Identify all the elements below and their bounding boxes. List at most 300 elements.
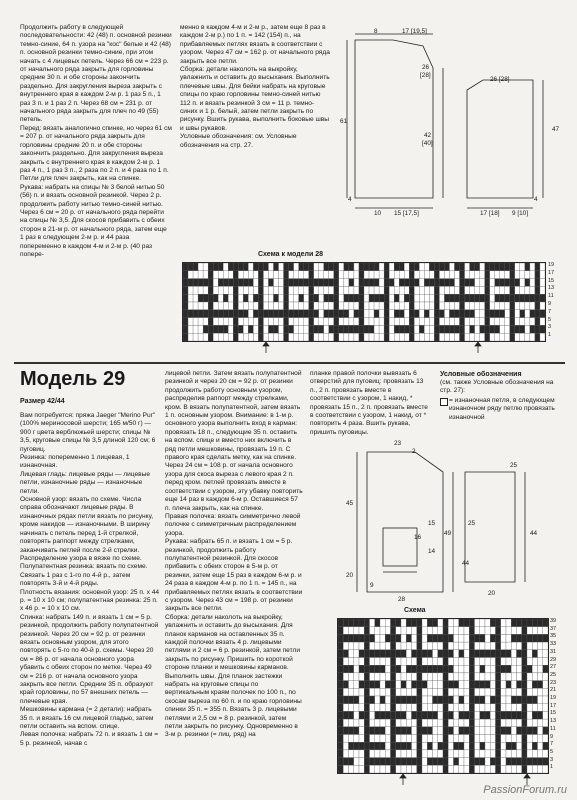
stitch-cell [496, 673, 501, 681]
top-pattern-label: 9 [10] [512, 210, 528, 217]
stitch-cell [419, 325, 424, 333]
stitch-cell [439, 286, 444, 294]
m29-left-text: Вам потребуется: пряжа Jaeger "Merino Pur" (100% мериносовой шерсти; 165 м/50 г) — 900 г цвета верблюжьей шерсти; спицы № 3,5, круговые спицы № 3,5 длиной 120 см; 6 пуговиц. Резинка: попеременно 1 лицевая, 1 изнаночная. Лицевая гладь: лицевые ряды — лицевые петли, изнаночные ряды — изнаночные петли. Основной узор: вязать по схеме. Числа справа обозначают лицевые ряды. В изнаночных рядах петли вязать по рисунку, кроме накидов — изнаночными. В ширину начинать с петель перед 1-й стрелкой, повторять раппорт между стрелками, заканчивать петлей после 2-й стрелки. Распределение узора в вязке по схеме. Полупатентная резинка: вязать по схеме. Связать 1 раз с 1-го по 4-й р., затем повторять 3-й и 4-й ряды. Плотность вязания: основной узор: 25 п. х 44 р. = 10 х 10 см; полупатентная резинка: 25 п. х 46 р. = 10 х 10 см. Спинка: набрать 149 п. и вязать 1 см = 5 р. резинкой, продолжить работу полупатентной резинкой. Через 20 см = 92 р. от резинки вязать основным узором, для этого повторять с 5-го по 40-й р. схемы. Через 20 см = 86 р. от начала основного узора убавить с обеих сторон по метке. Через 49 см = 216 р. от начала основного узора закрыть все петли. Средние 35 п. образуют край горловины, по 57 внешних петель — плечевые края. Мешковины кармана (= 2 детали): набрать 35 п. и вязать 16 см лицевой гладью, затем петли оставить на вспом. спице. Левая полочка: набрать 72 п. и вязать 1 см = 5 р. резинкой, начав с [20, 412, 160, 747]
stitch-cell [338, 704, 343, 712]
stitch-cell [501, 658, 506, 666]
stitch-cell [399, 333, 404, 341]
stitch-cell [396, 727, 401, 735]
row-number: 5 [550, 748, 554, 755]
stitch-cell [501, 696, 506, 704]
stitch-cell [385, 765, 390, 773]
stitch-cell [354, 727, 359, 735]
stitch-cell [399, 302, 404, 310]
stitch-cell [422, 627, 427, 635]
stitch-cell [354, 688, 359, 696]
stitch-cell [490, 735, 495, 743]
stitch-cell [309, 263, 314, 271]
stitch-cell [434, 271, 439, 279]
stitch-cell [412, 719, 417, 727]
stitch-cell [530, 279, 535, 287]
stitch-cell [506, 742, 511, 750]
stitch-cell [238, 263, 243, 271]
stitch-cell [501, 765, 506, 773]
stitch-cell [469, 619, 474, 627]
stitch-cell [243, 279, 248, 287]
stitch-cell [406, 765, 411, 773]
stitch-cell [438, 627, 443, 635]
stitch-cell [294, 263, 299, 271]
stitch-cell [213, 333, 218, 341]
stitch-cell [532, 735, 537, 743]
stitch-cell [496, 696, 501, 704]
stitch-cell [444, 294, 449, 302]
stitch-cell [412, 688, 417, 696]
stitch-cell [419, 333, 424, 341]
stitch-cell [449, 302, 454, 310]
stitch-cell [401, 642, 406, 650]
stitch-cell [248, 302, 253, 310]
stitch-cell [532, 681, 537, 689]
m29-pattern-label: 28 [398, 596, 406, 603]
stitch-cell [532, 658, 537, 666]
stitch-cell [396, 673, 401, 681]
stitch-cell [475, 619, 480, 627]
stitch-cell [475, 719, 480, 727]
stitch-cell [464, 642, 469, 650]
stitch-cell [490, 325, 495, 333]
stitch-cell [384, 263, 389, 271]
stitch-cell [193, 263, 198, 271]
stitch-cell [459, 758, 464, 766]
stitch-cell [535, 302, 540, 310]
stitch-cell [543, 658, 548, 666]
stitch-cell [454, 711, 459, 719]
stitch-cell [520, 263, 525, 271]
stitch-cell [238, 286, 243, 294]
stitch-cell [511, 727, 516, 735]
stitch-cell [193, 333, 198, 341]
stitch-cell [501, 719, 506, 727]
stitch-cell [506, 627, 511, 635]
stitch-cell [543, 650, 548, 658]
stitch-cell [380, 665, 385, 673]
stitch-cell [455, 333, 460, 341]
stitch-cell [427, 758, 432, 766]
stitch-cell [344, 302, 349, 310]
stitch-cell [349, 279, 354, 287]
stitch-cell [485, 704, 490, 712]
top-pattern-label: [28] [420, 72, 431, 79]
stitch-cell [284, 310, 289, 318]
stitch-cell [404, 294, 409, 302]
stitch-cell [459, 627, 464, 635]
stitch-cell [412, 742, 417, 750]
stitch-cell [485, 758, 490, 766]
stitch-cell [343, 727, 348, 735]
stitch-cell [243, 294, 248, 302]
stitch-cell [443, 665, 448, 673]
stitch-cell [248, 318, 253, 326]
stitch-cell [464, 750, 469, 758]
stitch-cell [354, 711, 359, 719]
stitch-cell [258, 294, 263, 302]
stitch-cell [364, 742, 369, 750]
stitch-cell [419, 279, 424, 287]
row-number: 7 [550, 741, 554, 748]
stitch-cell [470, 302, 475, 310]
stitch-cell [434, 263, 439, 271]
top-pattern-label: 4 [534, 196, 538, 203]
stitch-cell [490, 627, 495, 635]
stitch-cell [370, 627, 375, 635]
stitch-cell [343, 650, 348, 658]
stitch-cell [527, 704, 532, 712]
stitch-cell [198, 318, 203, 326]
stitch-cell [401, 727, 406, 735]
stitch-cell [391, 758, 396, 766]
stitch-cell [364, 681, 369, 689]
stitch-cell [238, 310, 243, 318]
stitch-cell [422, 758, 427, 766]
stitch-cell [543, 765, 548, 773]
stitch-cell [532, 634, 537, 642]
stitch-cell [496, 688, 501, 696]
stitch-cell [511, 658, 516, 666]
stitch-cell [338, 619, 343, 627]
stitch-cell [289, 263, 294, 271]
stitch-cell [543, 727, 548, 735]
row-number: 3 [550, 756, 554, 763]
stitch-cell [188, 294, 193, 302]
stitch-cell [427, 735, 432, 743]
stitch-cell [480, 294, 485, 302]
stitch-cell [401, 688, 406, 696]
stitch-cell [359, 627, 364, 635]
stitch-cell [439, 325, 444, 333]
stitch-cell [496, 704, 501, 712]
stitch-cell [448, 681, 453, 689]
stitch-cell [515, 318, 520, 326]
stitch-cell [299, 302, 304, 310]
stitch-cell [233, 325, 238, 333]
stitch-cell [485, 681, 490, 689]
stitch-cell [427, 634, 432, 642]
stitch-cell [349, 742, 354, 750]
stitch-cell [522, 658, 527, 666]
stitch-cell [510, 302, 515, 310]
stitch-cell [424, 294, 429, 302]
stitch-cell [304, 279, 309, 287]
stitch-cell [469, 642, 474, 650]
stitch-cell [228, 294, 233, 302]
stitch-cell [439, 294, 444, 302]
stitch-cell [359, 286, 364, 294]
stitch-cell [525, 286, 530, 294]
stitch-cell [253, 271, 258, 279]
stitch-cell [380, 634, 385, 642]
stitch-cell [319, 318, 324, 326]
stitch-cell [349, 302, 354, 310]
stitch-cell [193, 286, 198, 294]
stitch-cell [470, 279, 475, 287]
stitch-cell [538, 711, 543, 719]
stitch-cell [459, 719, 464, 727]
stitch-cell [354, 642, 359, 650]
stitch-cell [412, 758, 417, 766]
stitch-cell [527, 619, 532, 627]
stitch-cell [465, 302, 470, 310]
row-number: 9 [550, 733, 554, 740]
stitch-cell [379, 271, 384, 279]
stitch-cell [354, 681, 359, 689]
stitch-cell [469, 681, 474, 689]
legend-symbol-icon [440, 398, 448, 406]
stitch-cell [501, 727, 506, 735]
stitch-cell [417, 704, 422, 712]
stitch-cell [522, 673, 527, 681]
stitch-cell [329, 310, 334, 318]
stitch-cell [475, 727, 480, 735]
stitch-cell [218, 271, 223, 279]
stitch-cell [480, 765, 485, 773]
stitch-cell [349, 658, 354, 666]
stitch-cell [511, 673, 516, 681]
m29-pattern-label: 16 [414, 534, 422, 541]
stitch-cell [422, 642, 427, 650]
stitch-cell [334, 310, 339, 318]
stitch-cell [338, 735, 343, 743]
stitch-cell [391, 665, 396, 673]
stitch-cell [412, 704, 417, 712]
stitch-cell [228, 271, 233, 279]
stitch-cell [438, 750, 443, 758]
stitch-cell [279, 286, 284, 294]
stitch-cell [443, 719, 448, 727]
stitch-cell [490, 658, 495, 666]
stitch-cell [309, 325, 314, 333]
stitch-cell [344, 263, 349, 271]
stitch-cell [401, 627, 406, 635]
stitch-cell [538, 688, 543, 696]
stitch-cell [485, 325, 490, 333]
stitch-cell [496, 719, 501, 727]
stitch-cell [443, 642, 448, 650]
stitch-cell [364, 765, 369, 773]
stitch-cell [263, 318, 268, 326]
stitch-cell [299, 310, 304, 318]
stitch-cell [380, 727, 385, 735]
stitch-cell [359, 263, 364, 271]
stitch-cell [527, 658, 532, 666]
stitch-cell [455, 302, 460, 310]
stitch-cell [460, 263, 465, 271]
stitch-cell [396, 719, 401, 727]
stitch-cell [354, 333, 359, 341]
stitch-cell [485, 750, 490, 758]
stitch-cell [274, 310, 279, 318]
stitch-cell [188, 310, 193, 318]
stitch-cell [268, 279, 273, 287]
stitch-cell [253, 286, 258, 294]
stitch-cell [500, 318, 505, 326]
stitch-cell [500, 310, 505, 318]
stitch-cell [532, 627, 537, 635]
stitch-cell [515, 302, 520, 310]
stitch-cell [540, 294, 545, 302]
stitch-cell [268, 294, 273, 302]
stitch-cell [538, 650, 543, 658]
stitch-cell [427, 704, 432, 712]
stitch-cell [289, 325, 294, 333]
stitch-cell [248, 279, 253, 287]
stitch-cell [522, 719, 527, 727]
stitch-cell [480, 318, 485, 326]
stitch-cell [543, 696, 548, 704]
stitch-cell [480, 333, 485, 341]
stitch-cell [374, 333, 379, 341]
stitch-cell [374, 271, 379, 279]
row-number: 17 [548, 269, 555, 276]
stitch-cell [238, 318, 243, 326]
stitch-cell [414, 294, 419, 302]
stitch-cell [228, 325, 233, 333]
stitch-cell [228, 310, 233, 318]
stitch-cell [294, 286, 299, 294]
stitch-cell [339, 294, 344, 302]
stitch-cell [203, 279, 208, 287]
stitch-cell [399, 286, 404, 294]
stitch-cell [475, 696, 480, 704]
stitch-cell [314, 333, 319, 341]
stitch-cell [401, 681, 406, 689]
stitch-cell [429, 325, 434, 333]
stitch-cell [443, 619, 448, 627]
stitch-cell [364, 750, 369, 758]
stitch-cell [470, 286, 475, 294]
stitch-cell [505, 294, 510, 302]
stitch-cell [334, 286, 339, 294]
stitch-cell [465, 263, 470, 271]
stitch-cell [454, 719, 459, 727]
stitch-cell [422, 688, 427, 696]
stitch-cell [338, 711, 343, 719]
stitch-cell [375, 765, 380, 773]
stitch-cell [464, 627, 469, 635]
row-number: 19 [548, 262, 555, 268]
stitch-cell [380, 742, 385, 750]
stitch-cell [444, 302, 449, 310]
stitch-cell [475, 735, 480, 743]
stitch-cell [359, 271, 364, 279]
stitch-cell [339, 333, 344, 341]
stitch-cell [469, 735, 474, 743]
stitch-cell [543, 758, 548, 766]
stitch-cell [203, 310, 208, 318]
stitch-cell [490, 681, 495, 689]
stitch-cell [385, 719, 390, 727]
stitch-cell [279, 271, 284, 279]
stitch-cell [522, 704, 527, 712]
stitch-cell [459, 665, 464, 673]
stitch-cell [385, 681, 390, 689]
stitch-cell [465, 318, 470, 326]
stitch-cell [409, 279, 414, 287]
stitch-cell [385, 634, 390, 642]
stitch-cell [404, 310, 409, 318]
stitch-cell [535, 271, 540, 279]
stitch-cell [530, 286, 535, 294]
stitch-cell [490, 765, 495, 773]
stitch-cell [359, 665, 364, 673]
stitch-cell [439, 263, 444, 271]
stitch-cell [218, 310, 223, 318]
stitch-cell [183, 279, 188, 287]
stitch-cell [374, 294, 379, 302]
stitch-cell [448, 688, 453, 696]
stitch-cell [438, 681, 443, 689]
stitch-cell [517, 758, 522, 766]
stitch-cell [530, 325, 535, 333]
stitch-cell [417, 735, 422, 743]
stitch-cell [527, 742, 532, 750]
stitch-cell [469, 658, 474, 666]
stitch-cell [396, 681, 401, 689]
stitch-cell [258, 286, 263, 294]
stitch-cell [314, 271, 319, 279]
top-left-text: Продолжить работу в следующей последовательности: 42 (48) п. основной резинки темно-синие, 64 п. узора на "кос" белые и 42 (48) п. основной резинки темно-синие, при этом начать с 4 лицевых петель. Через 66 см = 223 р. от начального ряда закрыть для горловины средние 30 п. и обе стороны закончить раздельно. Для закругления выреза закрыть с внутреннего края в каждом 2-м р. 1 раз 5 п., 1 раз 3 п. и 1 раз 2 п. Через 68 см = 231 р. от начального ряда закрыть для плеч по 49 (55) петель. Перед: вязать аналогично спинке, но через 61 см = 207 р. от начального ряда закрыть для горловины средние 20 п. и обе стороны закончить раздельно. Для закругления выреза закрыть с внутреннего края в каждом 2-м р. 1 раз 4 п., 1 раз 3 п., 2 раза по 2 п. и 4 раза по 1 п. Петли для плеч закрыть, как на спинке. Рукава: набрать на спицы № 3 белой нитью 50 (56) п. и вязать основной резинкой. Через 2 р. продолжить работу нитью темно-синей нитью. Через 6 см = 20 р. от начального ряда перейти на спицы № 3,5. Для скосов прибавить с обеих сторон в 21-м р. от начального ряда, затем еще 1 раз в следующем 2-м р. и 44 раза попеременно в каждом 4-м и 2-м р. (40 раз попере- [20, 24, 172, 258]
stitch-cell [183, 271, 188, 279]
stitch-cell [389, 333, 394, 341]
stitch-cell [417, 696, 422, 704]
stitch-cell [414, 318, 419, 326]
stitch-cell [470, 271, 475, 279]
stitch-cell [193, 279, 198, 287]
stitch-cell [422, 665, 427, 673]
stitch-cell [444, 271, 449, 279]
stitch-cell [268, 263, 273, 271]
stitch-cell [354, 286, 359, 294]
stitch-cell [183, 294, 188, 302]
stitch-cell [475, 650, 480, 658]
stitch-cell [511, 711, 516, 719]
stitch-cell [422, 750, 427, 758]
stitch-cell [522, 627, 527, 635]
stitch-cell [438, 696, 443, 704]
stitch-cell [334, 271, 339, 279]
stitch-cell [359, 711, 364, 719]
stitch-cell [444, 333, 449, 341]
stitch-cell [480, 642, 485, 650]
stitch-cell [394, 310, 399, 318]
stitch-cell [527, 681, 532, 689]
stitch-cell [535, 263, 540, 271]
stitch-cell [465, 325, 470, 333]
stitch-cell [238, 271, 243, 279]
stitch-cell [401, 673, 406, 681]
stitch-cell [434, 310, 439, 318]
stitch-cell [438, 727, 443, 735]
stitch-cell [464, 665, 469, 673]
stitch-cell [349, 688, 354, 696]
stitch-cell [208, 263, 213, 271]
stitch-cell [522, 642, 527, 650]
stitch-cell [448, 627, 453, 635]
stitch-cell [506, 673, 511, 681]
stitch-cell [459, 704, 464, 712]
stitch-cell [379, 318, 384, 326]
stitch-cell [495, 294, 500, 302]
stitch-cell [401, 650, 406, 658]
